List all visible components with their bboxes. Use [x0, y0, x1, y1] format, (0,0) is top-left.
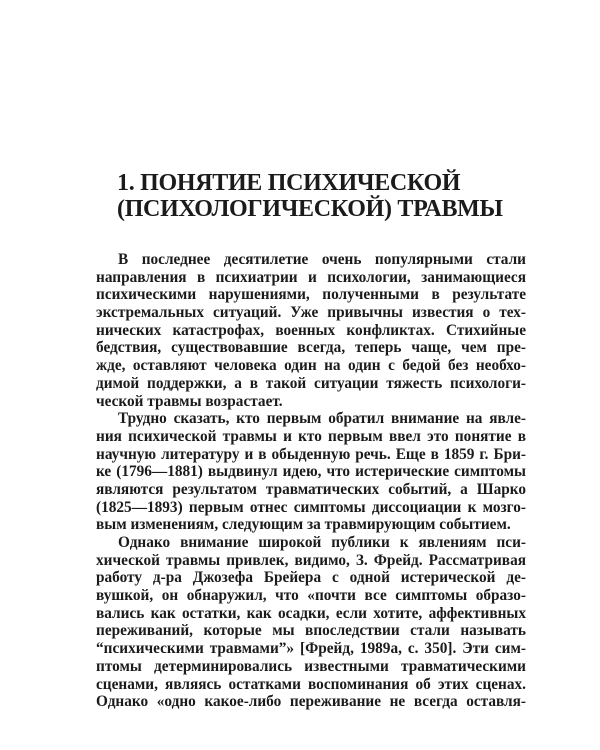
paragraph	[96, 410, 526, 534]
text-line: вушкой, он обнаружил, что «почти все симптомы образо-	[96, 587, 526, 605]
text-line: переживаний, которые мы впоследствии стали называть	[96, 622, 526, 640]
text-line: сценами, являясь остатками воспоминания об этих сценах.	[96, 675, 526, 693]
section-heading	[117, 170, 537, 222]
text-line: экстремальных ситуаций. Уже привычны известия о тех-	[96, 304, 526, 322]
text-line: птомы детерминировались известными травматическими	[96, 657, 526, 675]
heading-line: 1. ПОНЯТИЕ ПСИХИЧЕСКОЙ	[117, 170, 461, 196]
text-line: работу д-ра Джозефа Брейера с одной истерической де-	[96, 569, 526, 587]
text-line: Однако «одно какое-либо переживание не всегда оставля-	[96, 693, 526, 711]
text-line: Однако внимание широкой публики к явлениям пси-	[118, 534, 526, 551]
text-line: направления в психиатрии и психологии, занимающиеся	[96, 268, 526, 286]
text-line: ке (1796—1881) выдвинул идею, что истерические симптомы	[96, 463, 526, 481]
text-line: Трудно сказать, кто первым обратил внимание на явле-	[118, 410, 526, 428]
text-line: психическими нарушениями, полученными в результате	[96, 286, 526, 304]
text-line: вым изменениям, следующим за травмирующим событием.	[96, 516, 511, 534]
text-line: вались как остатки, как осадки, если хотите, аффективных	[96, 604, 526, 622]
text-line: “психическими травмами”» [Фрейд, 1989а, с. 350]. Эти сим-	[96, 640, 526, 658]
text-line: хической травмы привлек, видимо, З. Фрейд. Рассматривая	[96, 551, 526, 569]
text-line: димой поддержки, а в такой ситуации тяжесть психологи-	[96, 374, 526, 392]
text-line: (1825—1893) первым отнес симптомы диссоциации к мозго-	[96, 498, 526, 516]
body-text	[96, 251, 526, 711]
text-line: научную литературу и в обыденную речь. Еще в 1859 г. Бри-	[96, 445, 526, 463]
heading-line: (ПСИХОЛОГИЧЕСКОЙ) ТРАВМЫ	[117, 196, 503, 222]
text-line: бедствия, существовавшие всегда, теперь чаще, чем пре-	[96, 339, 526, 357]
text-line: являются результатом травматических событий, а Шарко	[96, 480, 526, 498]
paragraph	[96, 251, 526, 410]
paragraph	[96, 534, 526, 711]
text-line: В последнее десятилетие очень популярными стали	[118, 251, 526, 268]
text-line: ческой травмы возрастает.	[96, 392, 283, 410]
text-line: нических катастрофах, военных конфликтах. Стихийные	[96, 321, 526, 339]
text-line: ния психической травмы и кто первым ввел это понятие в	[96, 427, 526, 445]
text-line: жде, оставляют человека один на один с бедой без необхо-	[96, 357, 526, 375]
